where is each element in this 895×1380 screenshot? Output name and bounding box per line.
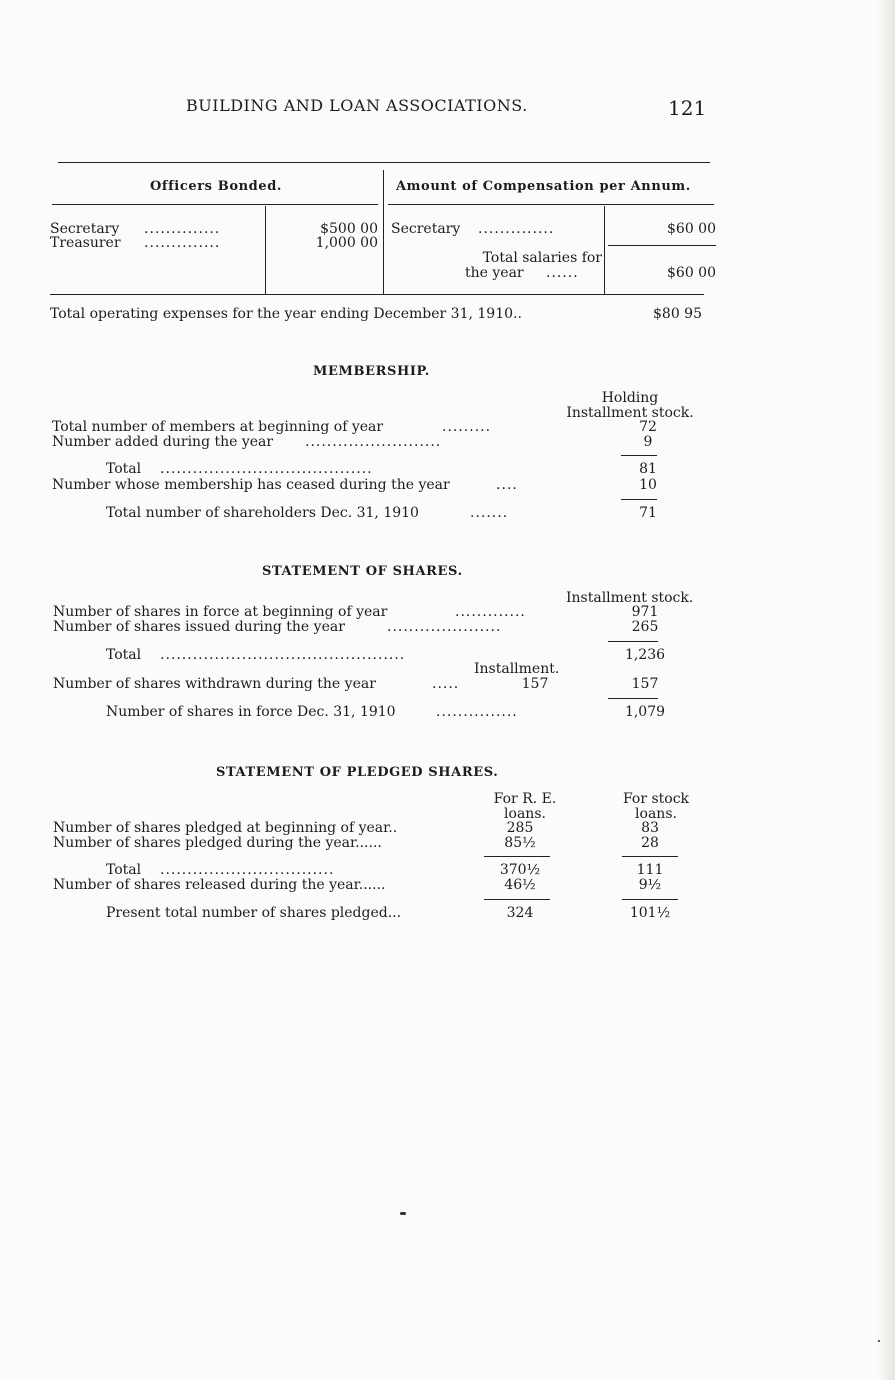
membership-title: MEMBERSHIP. [313,364,430,379]
heading-rule-right [388,204,714,205]
pledged-row-re: 285 [506,820,534,836]
bonded-treasurer-label: Treasurer [50,235,121,251]
pledged-row-label: Total [106,862,142,878]
shares-row-value: 1,079 [624,704,666,720]
shares-row-value: 265 [631,619,659,635]
pledged-row-stock: 101½ [629,905,671,921]
pledged-title: STATEMENT OF PLEDGED SHARES. [216,765,499,780]
leader-dots: .............. [144,235,221,251]
membership-row-value: 72 [639,419,657,435]
shares-col-heading: Installment stock. [566,590,694,606]
shares-row-sub-value: 157 [521,676,549,692]
page-edge-shadow [877,0,895,1380]
membership-row-label: Number added during the year [52,434,274,450]
leader-dots: ....... [470,505,509,521]
compensation-subtotal-rule [608,245,716,246]
sum-rule [608,641,658,642]
shares-row-value: 1,236 [624,647,666,663]
membership-row-label: Number whose membership has ceased during the year [52,477,450,493]
shares-row-label: Number of shares issued during the year [53,619,345,635]
shares-row-label: Number of shares in force at beginning of year [53,604,388,620]
total-salaries-label-line2: the year [465,265,524,281]
leader-dots: ................................ [160,862,335,878]
shares-sub-heading: Installment. [474,661,560,677]
leader-dots: ....................................... [160,461,373,477]
leader-dots: ............................................. [160,647,406,663]
leader-dots: ............. [455,604,526,620]
leader-dots: .... [496,477,518,493]
compensation-secretary-label: Secretary [391,221,461,237]
table-top-rule [58,162,710,163]
bonded-secretary-label: Secretary [50,221,120,237]
sum-rule [608,698,658,699]
pledged-row-stock: 28 [641,835,659,851]
pledged-col1-heading-2: loans. [504,806,546,822]
membership-col-heading-1: Holding [601,390,659,406]
shares-title: STATEMENT OF SHARES. [262,564,463,579]
sum-rule [622,856,678,857]
pledged-row-label: Present total number of shares pledged... [106,905,402,921]
membership-row-label: Total [106,461,142,477]
page-number: 121 [668,96,707,120]
leader-dots: .............. [478,221,555,237]
leader-dots: ......... [442,419,492,435]
shares-row-label: Number of shares withdrawn during the year [53,676,376,692]
membership-row-value: 81 [639,461,657,477]
sum-rule [484,856,550,857]
compensation-heading: Amount of Compensation per Annum. [396,179,691,194]
bonded-divider [265,206,266,294]
shares-row-value: 157 [631,676,659,692]
pledged-row-label: Number of shares pledged at beginning of year.. [53,820,398,836]
shares-row-label: Total [106,647,142,663]
sum-rule [622,899,678,900]
officers-bonded-heading: Officers Bonded. [150,179,283,194]
scan-speck [878,1340,880,1342]
membership-col-heading-2: Installment stock. [566,405,694,421]
total-salaries-label-line1: Total salaries for [482,250,602,266]
membership-row-label: Total number of shareholders Dec. 31, 1910 [106,505,419,521]
operating-expenses-amount: $80 95 [653,306,702,322]
total-salaries-amount: $60 00 [667,265,716,281]
pledged-row-stock: 111 [636,862,664,878]
pledged-col2-heading-2: loans. [635,806,677,822]
sum-rule [621,499,657,500]
pledged-row-label: Number of shares released during the year...... [53,877,386,893]
heading-rule-left [52,204,378,205]
pledged-row-re: 85½ [504,835,536,851]
membership-row-value: 71 [639,505,657,521]
bonded-treasurer-amount: 1,000 00 [315,235,378,251]
table-center-divider [383,170,384,294]
pledged-row-re: 324 [506,905,534,921]
membership-row-label: Total number of members at beginning of year [52,419,384,435]
operating-expenses-label: Total operating expenses for the year ending December 31, 1910.. [50,306,522,322]
pledged-row-label: Number of shares pledged during the year...... [53,835,382,851]
membership-row-value: 10 [639,477,657,493]
leader-dots: ...... [546,265,579,281]
membership-row-value: 9 [643,434,653,450]
compensation-secretary-amount: $60 00 [667,221,716,237]
leader-dots: .............. [144,221,221,237]
bonded-secretary-amount: $500 00 [320,221,378,237]
pledged-col1-heading-1: For R. E. [493,791,557,807]
sum-rule [621,455,657,456]
pledged-row-stock: 83 [641,820,659,836]
pledged-row-re: 46½ [504,877,536,893]
shares-row-label: Number of shares in force Dec. 31, 1910 [106,704,396,720]
pledged-col2-heading-1: For stock [622,791,690,807]
compensation-divider [604,206,605,294]
table-bottom-rule [50,294,704,295]
leader-dots: ..................... [387,619,502,635]
leader-dots: ..... [432,676,460,692]
scan-speck [400,1212,406,1215]
running-header: BUILDING AND LOAN ASSOCIATIONS. [186,96,528,115]
pledged-row-stock: 9½ [638,877,662,893]
leader-dots: ............... [436,704,518,720]
leader-dots: ......................... [305,434,442,450]
sum-rule [484,899,550,900]
pledged-row-re: 370½ [499,862,541,878]
shares-row-value: 971 [631,604,659,620]
